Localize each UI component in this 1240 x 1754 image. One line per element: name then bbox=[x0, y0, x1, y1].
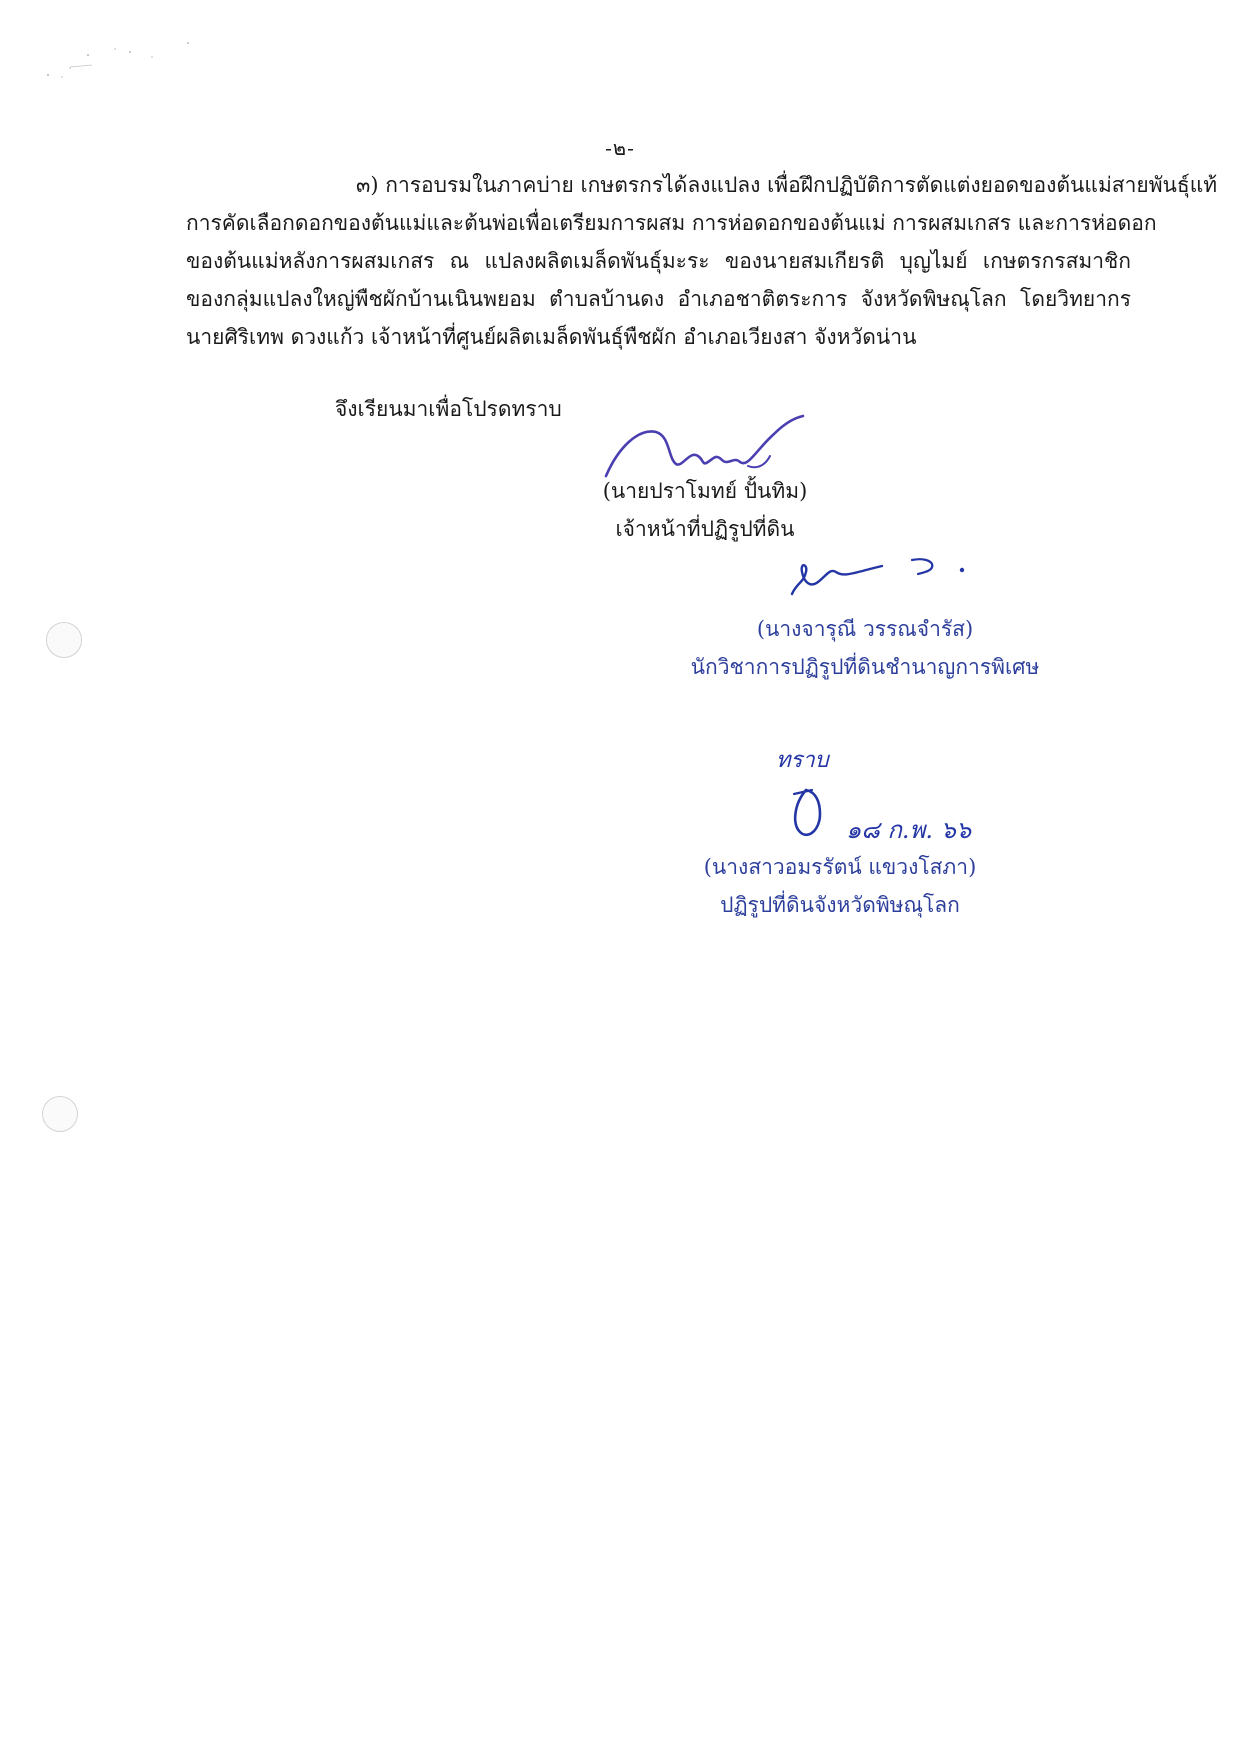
body-paragraph bbox=[186, 166, 1218, 356]
paragraph-line: นายศิริเทพ ดวงแก้ว เจ้าหน้าที่ศูนย์ผลิตเมล็ดพันธุ์พืชผัก อำเภอเวียงสา จังหวัดน่าน bbox=[186, 325, 917, 349]
signature-2 bbox=[786, 542, 976, 602]
signer-block-2 bbox=[680, 610, 1050, 686]
paragraph-line: การคัดเลือกดอกของต้นแม่และต้นพ่อเพื่อเตรียมการผสม การห่อดอกของต้นแม่ การผสมเกสร และการห่อดอก bbox=[186, 211, 1157, 235]
handwritten-note: ทราบ bbox=[776, 748, 829, 773]
signer-block-3 bbox=[680, 848, 1000, 924]
signer-name: (นายปราโมทย์ ปั้นทิม) bbox=[602, 479, 808, 503]
paragraph-line: ของกลุ่มแปลงใหญ่พืชผักบ้านเนินพยอม ตำบลบ้านดง อำเภอชาติตระการ จังหวัดพิษณุโลก โดยวิทยากร bbox=[186, 287, 1131, 311]
scan-artifacts bbox=[40, 35, 220, 95]
signer-title: นักวิชาการปฏิรูปที่ดินชำนาญการพิเศษ bbox=[690, 655, 1040, 679]
signature-3 bbox=[786, 784, 846, 844]
signer-block-1 bbox=[590, 472, 820, 548]
signer-name: (นางจารุณี วรรณจำรัส) bbox=[756, 617, 974, 641]
page-number: -๒- bbox=[605, 136, 635, 160]
paragraph-line: ของต้นแม่หลังการผสมเกสร ณ แปลงผลิตเมล็ดพันธุ์มะระ ของนายสมเกียรติ บุญไมย์ เกษตรกรสมาชิก bbox=[186, 249, 1131, 273]
punch-hole-top bbox=[46, 622, 82, 658]
paragraph-line: ๓) การอบรมในภาคบ่าย เกษตรกรได้ลงแปลง เพื่อฝึกปฏิบัติการตัดแต่งยอดของต้นแม่สายพันธุ์แท้ bbox=[356, 173, 1218, 197]
signer-name: (นางสาวอมรรัตน์ แขวงโสภา) bbox=[703, 855, 977, 879]
signer-title: เจ้าหน้าที่ปฏิรูปที่ดิน bbox=[615, 517, 795, 541]
closing-line: จึงเรียนมาเพื่อโปรดทราบ bbox=[335, 397, 562, 421]
signer-title: ปฏิรูปที่ดินจังหวัดพิษณุโลก bbox=[720, 893, 960, 917]
handwritten-date: ๑๘ ก.พ. ๖๖ bbox=[846, 816, 972, 844]
punch-hole-bottom bbox=[42, 1096, 78, 1132]
